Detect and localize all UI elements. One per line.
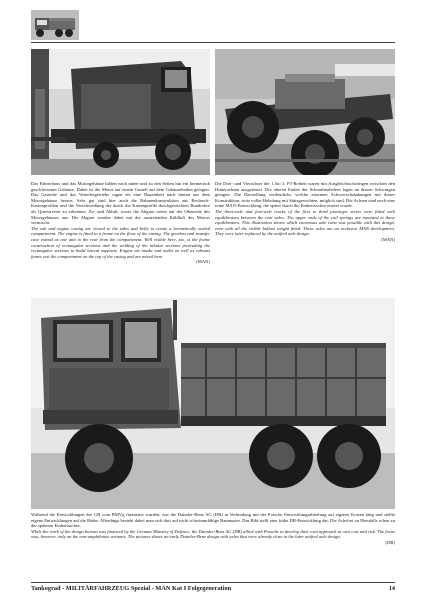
- caption-cab-engine: [31, 181, 210, 265]
- photo-credit: (DB): [385, 539, 395, 545]
- page-number: 14: [388, 585, 395, 592]
- daimler-benz-prototype-truck-photo: [31, 298, 395, 509]
- header-rule: [31, 42, 395, 43]
- caption-daimler-benz-truck: [31, 512, 395, 546]
- footer-publication-title: Tankograd - MILITÄRFAHRZEUG Spezial - MAN Kat I Folgegeneration: [31, 585, 232, 592]
- footer-rule: [31, 582, 395, 583]
- truck-logo-icon: [31, 10, 79, 40]
- caption-german-text: Während die Entwicklungen des GB vom BMVg finanziert wurden, war die Daimler-Benz AG (DB) in Verbindung mit der Porsche Entwicklungsabteilung auf eigenes Kosten tätig und stellte eigene Entwicklungen auf die Räder. Allerdings besteht dabei man sich dort auf nicht schwimmfähige Baumuster. Das Bild stellt eine frühe DB-Entwicklung dar. Die Achsfrei zu Ebenfalls schon zu der späteren Einheitsachse.: [31, 512, 395, 529]
- caption-axle-articulation: [215, 181, 395, 243]
- caption-english-text: While the work of the design bureau was financed by the German Ministry of Defence, the Daimler-Benz AG (DB) allied with Porsche to develop their own approach at own cost and risk. The focus was, however, only on the non-amphibious variants. The pictures shows an early Daimler-Benz design with axles that were already close to the later unified axle design.: [31, 528, 395, 540]
- caption-german-text: Die Drei- und Vierachser der 1,5to 3. PT-Reihen waren mit Ausgleichsschwingen zwischen den Hinterachsen ausgerüstet. Die oberen Enden der Schraubenfedern lagen an diesen Schwingen gelagert. Die Darstellung verdeutlicht, welche enormen Achsverschränkungen mit dieser Konstruktion, trotz voller Beladung mit Stützgewichten, möglich sind. Die Achsen sind noch eine reine MAN-Entwicklung, die später durch die Einheitsachse ersetzt wurde.: [215, 181, 395, 209]
- caption-german-text: Das Fahrerhaus und das Motorgehäuse bilden nach unten und zu den Seiten hin ein hermetisch geschlossenes Gehäuse. Dabei ist der Motor auf einem Gestell auf dem Gehäuseboden gelagert. Das Getriebe und das Verteilergetriebe ragen als eine Baueinheit nach hinten aus dem Motorgehäuse heraus. Sehr gut sind hier auch die Rahmenkonstruktion aus Rechteck-Kastenprofilen und die Verschweißung der durch die Kastenprofile durchgesteckten Rundrohre als Querstreven zu erkennen. Zu- und Abluft, sowie die Abgase treten auf der Oberseite des Motorgehäuses aus. Die Abgase werden dabei mit der austretenden Kühlluft des Motors vermischt.: [31, 181, 210, 226]
- axle-articulation-photo: [215, 49, 395, 175]
- caption-english-text: The cab and engine casing are closed to the sides and belly to create a hermetically sealed compartment. The engine is fitted to a frame on the floor of the casing. The gearbox and transfer case extend as one unit to the rear from the compartment. Well visible here, too, is the frame construction of rectangular sections and the welding of the tubular sections protruding the rectangular sections to build lateral supports. Engine air intake and outlet as well as exhaust fumes exit the compartment on the top of the casing and are mixed here.: [31, 225, 210, 259]
- photo-credit: (MAN): [381, 236, 395, 242]
- photo-credit: (MAN): [196, 259, 210, 265]
- caption-english-text: The three-axle and four-axle trucks of the first to third prototype series were fitted with equilibrators between the rear axles. The upper ends of the coil springs are mounted to these equilibrators. This illustration shows which enormous axle twist was possible with this design, even with all the visible ballast weight fitted. These axles are an exclusive MAN development. They were later replaced by the unified axle design.: [215, 208, 395, 237]
- cab-engine-casing-photo: [31, 49, 210, 175]
